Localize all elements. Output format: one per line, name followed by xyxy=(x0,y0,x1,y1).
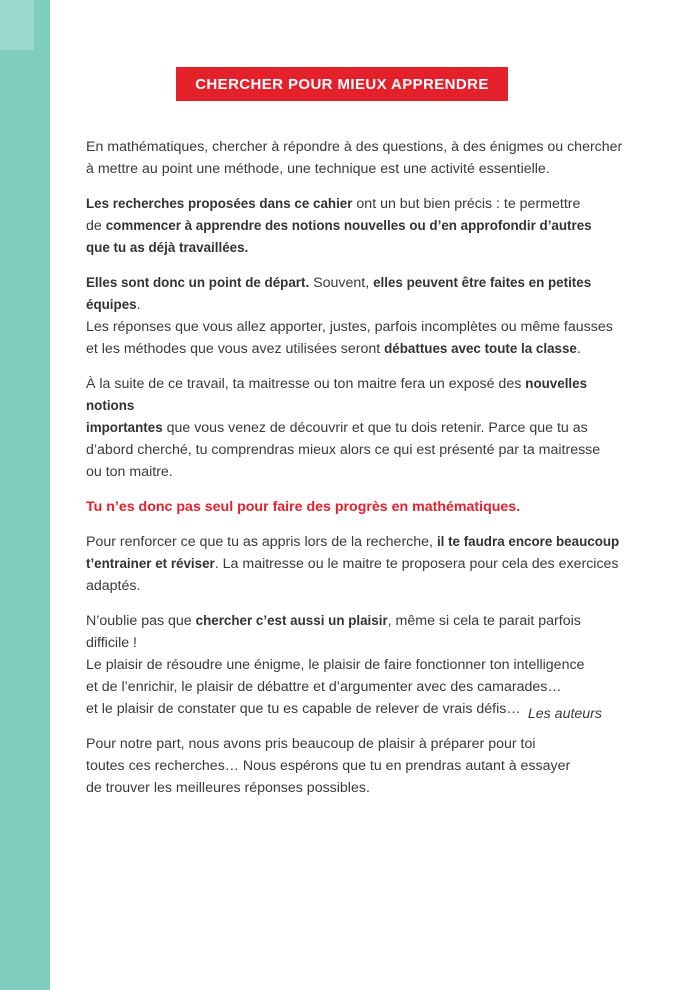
p7-bold-1: chercher c’est aussi un plaisir xyxy=(195,613,388,628)
p6-text-2: . La maitresse ou le maitre te proposera pour cela des exercices xyxy=(214,556,619,572)
p2-text-2: de xyxy=(86,218,106,234)
p1-line-1: En mathématiques, chercher à répondre à des questions, à des énigmes ou chercher xyxy=(86,139,623,155)
p2-bold-1: Les recherches proposées dans ce cahier xyxy=(86,196,353,211)
paragraph-1 xyxy=(86,136,626,180)
paragraph-2 xyxy=(86,193,626,259)
p6-bold-2: t’entrainer et réviser xyxy=(86,556,215,571)
p8-line-1: Pour notre part, nous avons pris beaucoup de plaisir à préparer pour toi xyxy=(86,736,536,752)
p8-line-3: de trouver les meilleures réponses possibles. xyxy=(86,780,370,796)
p3-text-3: Les réponses que vous allez apporter, justes, parfois incomplètes ou même fausses xyxy=(86,319,613,335)
p6-text-3: adaptés. xyxy=(86,578,141,594)
p1-line-2: à mettre au point une méthode, une technique est une activité essentielle. xyxy=(86,161,550,177)
p2-bold-2: commencer à apprendre des notions nouvelles ou d’en approfondir d’autres xyxy=(105,218,592,233)
p3-bold-3: débattues avec toute la classe xyxy=(384,341,577,356)
p4-text-4: ou ton maitre. xyxy=(86,464,173,480)
p3-text-5: . xyxy=(576,341,581,357)
p4-bold-1: nouvelles notions xyxy=(86,376,588,413)
page-title: CHERCHER POUR MIEUX APPRENDRE xyxy=(195,75,489,93)
signature: Les auteurs xyxy=(527,706,602,722)
p7-text-5: et le plaisir de constater que tu es capable de relever de vrais défis… xyxy=(86,701,521,717)
paragraph-8 xyxy=(86,733,626,799)
p3-bold-2: elles peuvent être faites en petites équipes xyxy=(86,275,592,312)
title-banner xyxy=(176,67,508,101)
paragraph-6 xyxy=(86,531,626,597)
p4-bold-2: importantes xyxy=(86,420,163,435)
p6-text-1: Pour renforcer ce que tu as appris lors de la recherche, xyxy=(86,534,437,550)
paragraph-7 xyxy=(86,610,626,720)
p7-text-2: , même si cela te parait parfois difficile ! xyxy=(86,613,581,651)
p7-text-3: Le plaisir de résoudre une énigme, le plaisir de faire fonctionner ton intelligence xyxy=(86,657,585,673)
p3-text-4: et les méthodes que vous avez utilisées seront xyxy=(86,341,385,357)
p3-bold-1: Elles sont donc un point de départ. xyxy=(86,275,310,290)
p4-text-3: d’abord cherché, tu comprendras mieux alors ce qui est présenté par ta maitresse xyxy=(86,442,601,458)
p3-text-1: Souvent, xyxy=(309,275,374,291)
side-band xyxy=(0,0,50,990)
p4-text-2: que vous venez de découvrir et que tu dois retenir. Parce que tu as xyxy=(162,420,588,436)
p6-bold-1: il te faudra encore beaucoup xyxy=(436,534,620,549)
highlight-statement: Tu n’es donc pas seul pour faire des progrès en mathématiques. xyxy=(86,499,521,515)
p7-text-4: et de l’enrichir, le plaisir de débattre et d’argumenter avec des camarades… xyxy=(86,679,562,695)
paragraph-3 xyxy=(86,272,626,360)
p2-bold-3: que tu as déjà travaillées. xyxy=(86,240,249,255)
p2-text-1: ont un but bien précis : te permettre xyxy=(352,196,581,212)
p8-line-2: toutes ces recherches… Nous espérons que tu en prendras autant à essayer xyxy=(86,758,571,774)
p7-text-1: N’oublie pas que xyxy=(86,613,196,629)
side-band-corner xyxy=(0,0,34,50)
p4-text-1: À la suite de ce travail, ta maitresse ou ton maitre fera un exposé des xyxy=(86,376,526,392)
p3-text-2: . xyxy=(136,297,141,313)
paragraph-4 xyxy=(86,373,626,483)
